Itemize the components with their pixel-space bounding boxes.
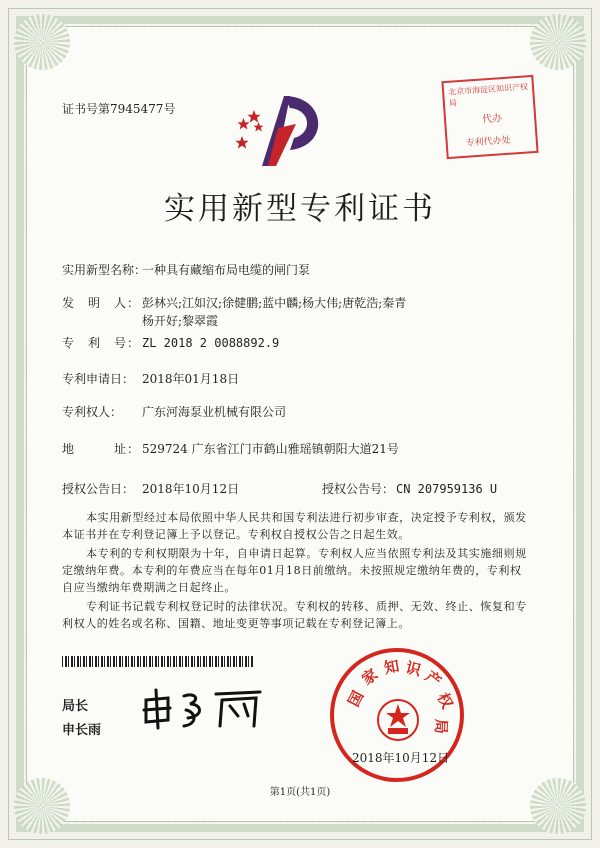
director-name: 申长雨 (62, 723, 102, 738)
paragraph-line: 利权人的姓名或名称、国籍、地址变更等事项记载在专利登记簿上。 (62, 617, 410, 630)
paragraph-line: 自应当缴纳年费期满之日起终止。 (62, 581, 236, 594)
field-label-patentee: 专利权人： (62, 405, 123, 419)
field-label-address: 地 址： (62, 442, 141, 456)
corner-rosette (530, 14, 586, 70)
barcode (62, 656, 254, 667)
national-emblem-icon (374, 696, 422, 744)
paragraph-line: 专利证书记载专利权登记时的法律状况。专利权的转移、质押、无效、终止、恢复和专 (86, 600, 527, 613)
paragraph-line: 本证书并在专利登记簿上予以登记。专利权自授权公告之日起生效。 (62, 528, 410, 541)
field-value-grant-number: CN 207959136 U (396, 482, 498, 496)
issue-date: 2018年10月12日 (352, 751, 450, 765)
field-value-patent-number: ZL 2018 2 0088892.9 (142, 336, 280, 350)
paragraph-line: 本实用新型经过本局依照中华人民共和国专利法进行初步审查，决定授予专利权，颁发 (86, 511, 527, 524)
field-value-inventor-line2: 杨开好;黎翠霞 (142, 314, 219, 328)
field-label-apply-date: 专利申请日： (62, 372, 135, 386)
field-value-inventor-line1: 彭林兴;江如汉;徐健鹏;蓝中麟;杨大伟;唐乾浩;秦青 (142, 296, 407, 310)
field-value-name: 一种具有藏缩布局电缆的闸门泵 (142, 263, 311, 277)
field-label-inventor: 发 明 人： (62, 296, 141, 310)
paragraph-line: 定缴纳年费。本专利的年费应当在每年01月18日前缴纳。未按照规定缴纳年费的，专利权 (62, 564, 522, 577)
agent-stamp: 北京市海淀区知识产权局 代办 专利代办处 (441, 75, 538, 159)
field-label-name: 实用新型名称： (62, 263, 147, 277)
patent-office-logo (232, 88, 332, 172)
corner-rosette (530, 778, 586, 834)
field-label-grant-date: 授权公告日： (62, 482, 135, 496)
certificate-number: 证书号第7945477号 (62, 102, 176, 116)
field-value-grant-date: 2018年10月12日 (142, 482, 240, 496)
field-value-apply-date: 2018年01月18日 (142, 372, 240, 386)
field-label-patent-number: 专 利 号： (62, 336, 141, 350)
director-title: 局长 (62, 699, 89, 714)
page-title: 实用新型专利证书 (164, 191, 436, 227)
field-value-address: 529724 广东省江门市鹤山雅瑶镇朝阳大道21号 (142, 442, 399, 456)
field-value-patentee: 广东河海泵业机械有限公司 (142, 405, 287, 419)
field-label-grant-number: 授权公告号： (322, 482, 395, 496)
official-seal: 国 家 知 识 产 权 局 (330, 648, 464, 782)
paragraph-line: 本专利的专利权期限为十年，自申请日起算。专利权人应当依照专利法及其实施细则规 (86, 547, 527, 560)
corner-rosette (14, 14, 70, 70)
handwritten-signature (138, 686, 268, 730)
corner-rosette (14, 778, 70, 834)
page-number: 第1页(共1页) (269, 787, 331, 798)
